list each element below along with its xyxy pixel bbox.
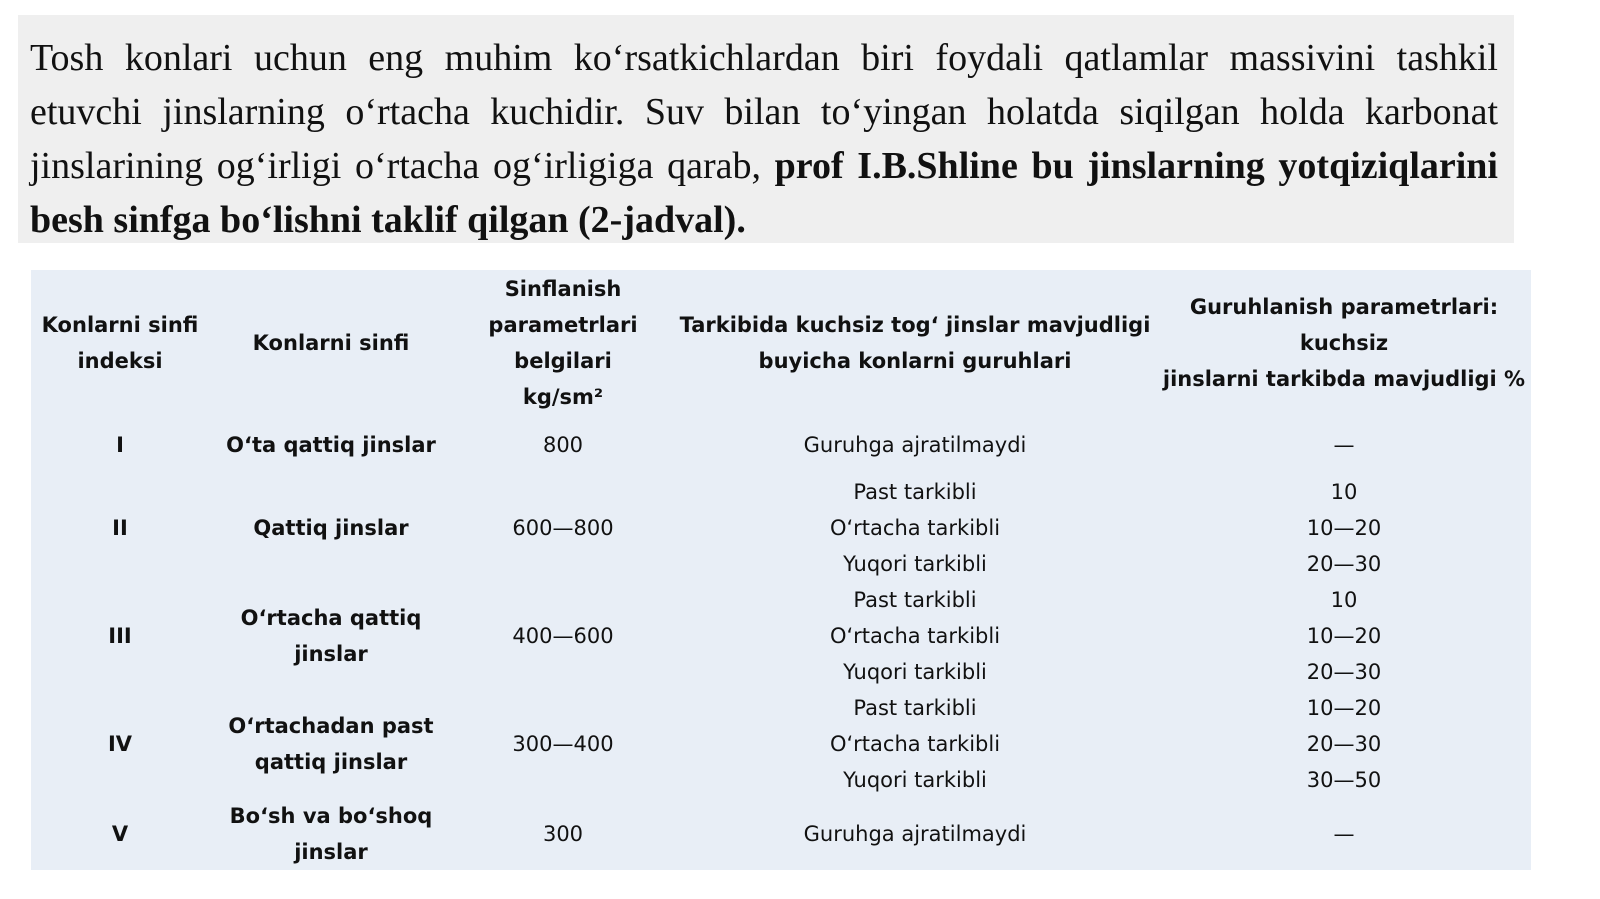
- cell-percents: 10 10—20 20—30: [1306, 588, 1382, 684]
- cell-groups: Guruhga ajratilmaydi: [803, 822, 1027, 846]
- cell-param: 300—400: [512, 732, 614, 756]
- cell-param: 300: [542, 822, 584, 846]
- cell-groups: Past tarkibli O‘rtacha tarkibli Yuqori tarkibli: [829, 480, 1001, 576]
- cell-groups: Past tarkibli O‘rtacha tarkibli Yuqori tarkibli: [829, 588, 1001, 684]
- classification-table: [31, 270, 1531, 870]
- table-header-row: [31, 270, 1531, 416]
- intro-bold-text: prof I.B.Shline bu jinslarning yotqiziqlarini besh sinfga bo‘lishni taklif qilgan (2-jadval).: [30, 145, 1498, 241]
- table-row: [31, 798, 1531, 870]
- cell-param: 600—800: [512, 516, 614, 540]
- cell-class: O‘rtachadan past qattiq jinslar: [228, 714, 434, 774]
- intro-text: Tosh konlari uchun eng muhim ko‘rsatkichlardan biri foydali qatlamlar massivini tashkil etuvchi jinslarning o‘rtacha kuchidir. Suv bilan to‘yingan holatda siqilgan holda karbonat jinslarining og‘irligi o‘rtacha og‘irligiga qarab,: [30, 37, 1498, 187]
- header-grouping-param: Guruhlanish parametrlari: kuchsiz jinslarni tarkibda mavjudligi %: [1162, 295, 1526, 391]
- table-row: [31, 582, 1531, 690]
- cell-class: O‘ta qattiq jinslar: [226, 433, 436, 457]
- intro-paragraph: [30, 31, 1498, 247]
- table-row: [31, 416, 1531, 474]
- cell-percents: —: [1333, 433, 1355, 457]
- header-class-name: Konlarni sinfi: [252, 331, 410, 355]
- cell-class: Bo‘sh va bo‘shoq jinslar: [229, 804, 433, 864]
- cell-param: 800: [542, 433, 584, 457]
- cell-class: O‘rtacha qattiq jinslar: [240, 606, 422, 666]
- intro-paragraph-box: [18, 15, 1514, 243]
- cell-index: IV: [107, 732, 133, 756]
- cell-index: V: [111, 822, 129, 846]
- table-row: [31, 690, 1531, 798]
- cell-groups: Guruhga ajratilmaydi: [803, 433, 1027, 457]
- cell-percents: —: [1333, 822, 1355, 846]
- header-classification-param: Sinflanish parametrlari belgilari kg/sm²: [488, 277, 638, 409]
- cell-percents: 10—20 20—30 30—50: [1306, 696, 1382, 792]
- table-row: [31, 474, 1531, 582]
- classification-table-container: [31, 270, 1531, 870]
- cell-index: III: [108, 624, 132, 648]
- header-class-index: Konlarni sinfi indeksi: [41, 313, 199, 373]
- cell-percents: 10 10—20 20—30: [1306, 480, 1382, 576]
- cell-index: II: [112, 516, 128, 540]
- cell-class: Qattiq jinslar: [253, 516, 409, 540]
- cell-groups: Past tarkibli O‘rtacha tarkibli Yuqori tarkibli: [829, 696, 1001, 792]
- header-weak-rock-groups: Tarkibida kuchsiz tog‘ jinslar mavjudligi buyicha konlarni guruhlari: [679, 313, 1151, 373]
- cell-index: I: [116, 433, 124, 457]
- cell-param: 400—600: [512, 624, 614, 648]
